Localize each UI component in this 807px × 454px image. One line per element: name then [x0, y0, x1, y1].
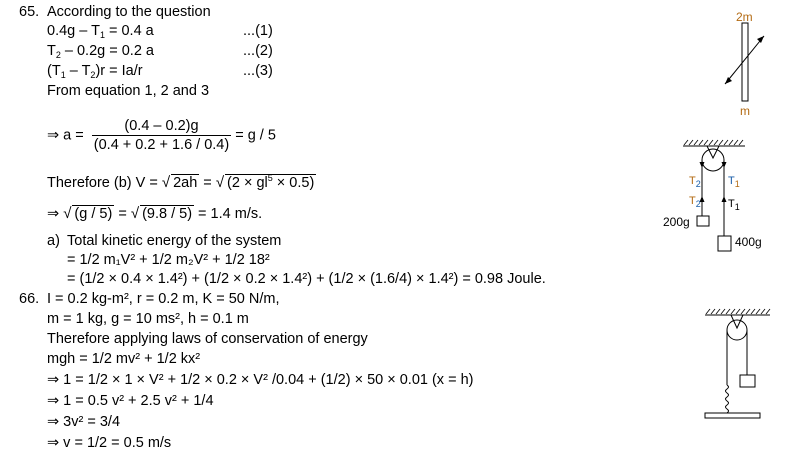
- rod-bottom-label: m: [740, 104, 750, 118]
- q65-part-a-line1: = 1/2 m₁V² + 1/2 m₂V² + 1/2 18²: [67, 252, 270, 268]
- sqrt-symbol: √: [161, 174, 171, 191]
- q65-equation-1-ref: ...(1): [243, 23, 273, 39]
- q65-equation-3-ref: ...(3): [243, 63, 273, 79]
- q65-velocity-result: ⇒ √ (g / 5) = √ (9.8 / 5) = 1.4 m/s.: [47, 205, 263, 222]
- pulley-left-mass-label: 200g: [663, 215, 690, 229]
- pulley-right-mass-label: 400g: [735, 235, 762, 249]
- q66-step-4: ⇒ v = 1/2 = 0.5 m/s: [47, 435, 172, 451]
- acceleration-fraction: $\frac{(0.4 - 0.2)g}{(0.4 + 0.2 + 1.6 / 0.4)}$: [93, 118, 230, 153]
- sqrt-symbol: √: [130, 205, 140, 222]
- spring-pulley-diagram: [700, 305, 780, 420]
- q65-equation-3: $(T_1 - T_2)r = Ia/r$: [47, 63, 143, 80]
- pulley-t1-upper-label: $T_1$: [728, 175, 740, 189]
- sqrt-symbol: √: [63, 205, 72, 222]
- q65-velocity-formula: Therefore (b) V = √ 2ah = √ $(2 \times gl^5 \times 0.5)$: [47, 173, 315, 191]
- q65-part-a-label: a): [47, 233, 60, 249]
- q66-statement: Therefore applying laws of conservation of energy: [47, 331, 368, 347]
- q65-equation-1: $0.4g - T_1 = 0.4$ a: [47, 23, 154, 40]
- pulley-t1-lower-label: $T_1$: [728, 198, 740, 212]
- q66-given-1: I = 0.2 kg-m², r = 0.2 m, K = 50 N/m,: [47, 291, 280, 307]
- question-number-65: 65.: [19, 4, 40, 20]
- sqrt-symbol: √: [215, 174, 225, 191]
- q65-part-a-line2: = (1/2 × 0.4 × 1.4²) + (1/2 × 0.2 × 1.4²) + (1/2 × (1.6/4) × 1.4²) = 0.98 Joule.: [67, 271, 546, 287]
- q66-step-1: ⇒ 1 = 1/2 × 1 × V² + 1/2 × 0.2 × V² /0.04 + (1/2) × 50 × 0.01 (x = h): [47, 372, 474, 388]
- q66-given-2: m = 1 kg, g = 10 ms², h = 0.1 m: [47, 311, 249, 327]
- q65-from-equations: From equation 1, 2 and 3: [47, 83, 210, 99]
- q65-equation-2-ref: ...(2): [243, 43, 273, 59]
- pulley-t2-lower-label: $T_2$: [689, 195, 701, 209]
- q66-step-3: ⇒ 3v² = 3/4: [47, 414, 121, 430]
- pulley-t2-upper-label: $T_2$: [689, 175, 701, 189]
- q66-step-2: ⇒ 1 = 0.5 v² + 2.5 v² + 1/4: [47, 393, 214, 409]
- q65-acceleration-formula: ⇒ a = $\frac{(0.4 - 0.2)g}{(0.4 + 0.2 + 1.6 / 0.4)}$ = g / 5: [47, 118, 276, 153]
- q65-intro: According to the question: [47, 4, 211, 20]
- q65-part-a-title: Total kinetic energy of the system: [67, 233, 282, 249]
- rod-diagram: [720, 20, 780, 105]
- q65-equation-2: $T_2 - 0.2g = 0.2$ a: [47, 43, 154, 60]
- rod-top-label: 2m: [736, 10, 753, 24]
- question-number-66: 66.: [19, 291, 40, 307]
- q66-energy-equation: mgh = 1/2 mv² + 1/2 kx²: [47, 351, 201, 367]
